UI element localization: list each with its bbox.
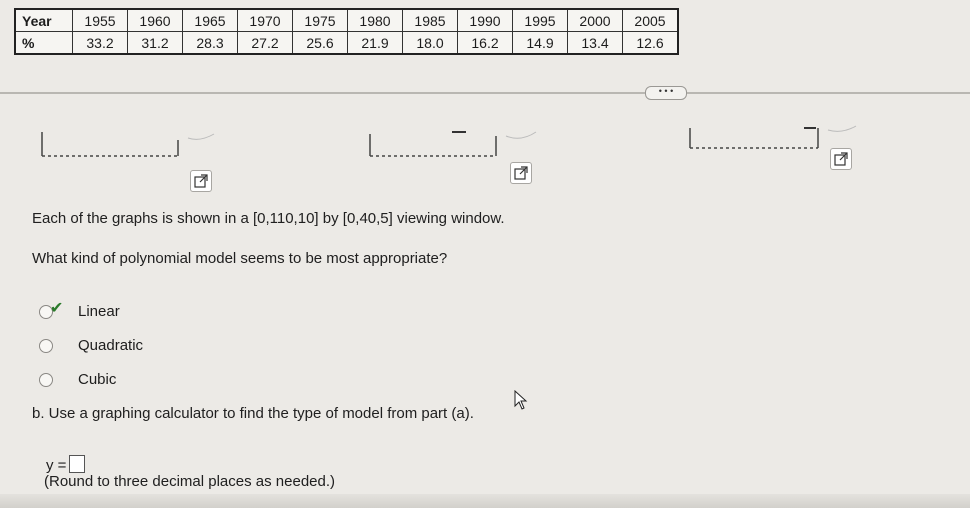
table-row-year <box>15 9 678 32</box>
data-table <box>14 8 679 55</box>
year-cell: 1975 <box>293 9 348 32</box>
percent-cell: 33.2 <box>73 32 128 55</box>
viewing-window-statement <box>32 210 505 227</box>
year-cell: 1960 <box>128 9 183 32</box>
percent-cell: 27.2 <box>238 32 293 55</box>
section-divider <box>0 92 970 94</box>
option-label: Quadratic <box>78 337 144 354</box>
radio-button[interactable] <box>39 339 53 353</box>
expand-icon <box>831 149 851 169</box>
percent-cell: 12.6 <box>623 32 679 55</box>
year-cell: 2000 <box>568 9 623 32</box>
year-cell: 1995 <box>513 9 568 32</box>
graph-1-expand-button[interactable] <box>190 170 212 192</box>
year-cell: 1990 <box>458 9 513 32</box>
percent-cell: 31.2 <box>128 32 183 55</box>
expand-icon <box>191 171 211 191</box>
percent-cell: 21.9 <box>348 32 403 55</box>
rounding-note: (Round to three decimal places as needed.) <box>44 473 336 490</box>
statement-prefix: Each of the graphs is shown in a <box>32 210 249 227</box>
y-window: [0,40,5] <box>342 210 393 227</box>
percent-cell: 14.9 <box>513 32 568 55</box>
graph-2-expand-button[interactable] <box>510 162 532 184</box>
option-label: Cubic <box>78 371 117 388</box>
percent-cell: 25.6 <box>293 32 348 55</box>
statement-suffix: viewing window. <box>397 210 505 227</box>
graph-3-expand-button[interactable] <box>830 148 852 170</box>
percent-cell: 18.0 <box>403 32 458 55</box>
x-window: [0,110,10] <box>252 210 319 227</box>
expand-icon <box>511 163 531 183</box>
table-row-percent <box>15 32 678 55</box>
part-b-prompt: b. Use a graphing calculator to find the type of model from part (a). <box>32 405 474 422</box>
model-question: What kind of polynomial model seems to be most appropriate? <box>32 250 448 267</box>
equation-label: y = <box>46 457 67 474</box>
percent-cell: 28.3 <box>183 32 238 55</box>
option-label: Linear <box>78 303 120 320</box>
year-cell: 2005 <box>623 9 679 32</box>
percent-cell: 13.4 <box>568 32 623 55</box>
graph-thumbnail-2 <box>366 128 546 162</box>
bottom-edge <box>0 494 970 508</box>
radio-button[interactable] <box>39 373 53 387</box>
answer-input[interactable] <box>69 455 85 473</box>
by-word: by <box>322 210 339 227</box>
equation-row <box>46 455 85 474</box>
year-cell: 1980 <box>348 9 403 32</box>
checkmark-icon: ✔ <box>50 300 64 317</box>
mouse-cursor-icon <box>514 390 528 410</box>
year-cell: 1985 <box>403 9 458 32</box>
year-cell: 1970 <box>238 9 293 32</box>
show-more-button[interactable]: • • • <box>645 86 687 100</box>
graph-thumbnail-1 <box>38 128 218 162</box>
percent-cell: 16.2 <box>458 32 513 55</box>
row-header-year: Year <box>15 9 73 32</box>
year-cell: 1955 <box>73 9 128 32</box>
year-cell: 1965 <box>183 9 238 32</box>
row-header-percent: % <box>15 32 73 55</box>
